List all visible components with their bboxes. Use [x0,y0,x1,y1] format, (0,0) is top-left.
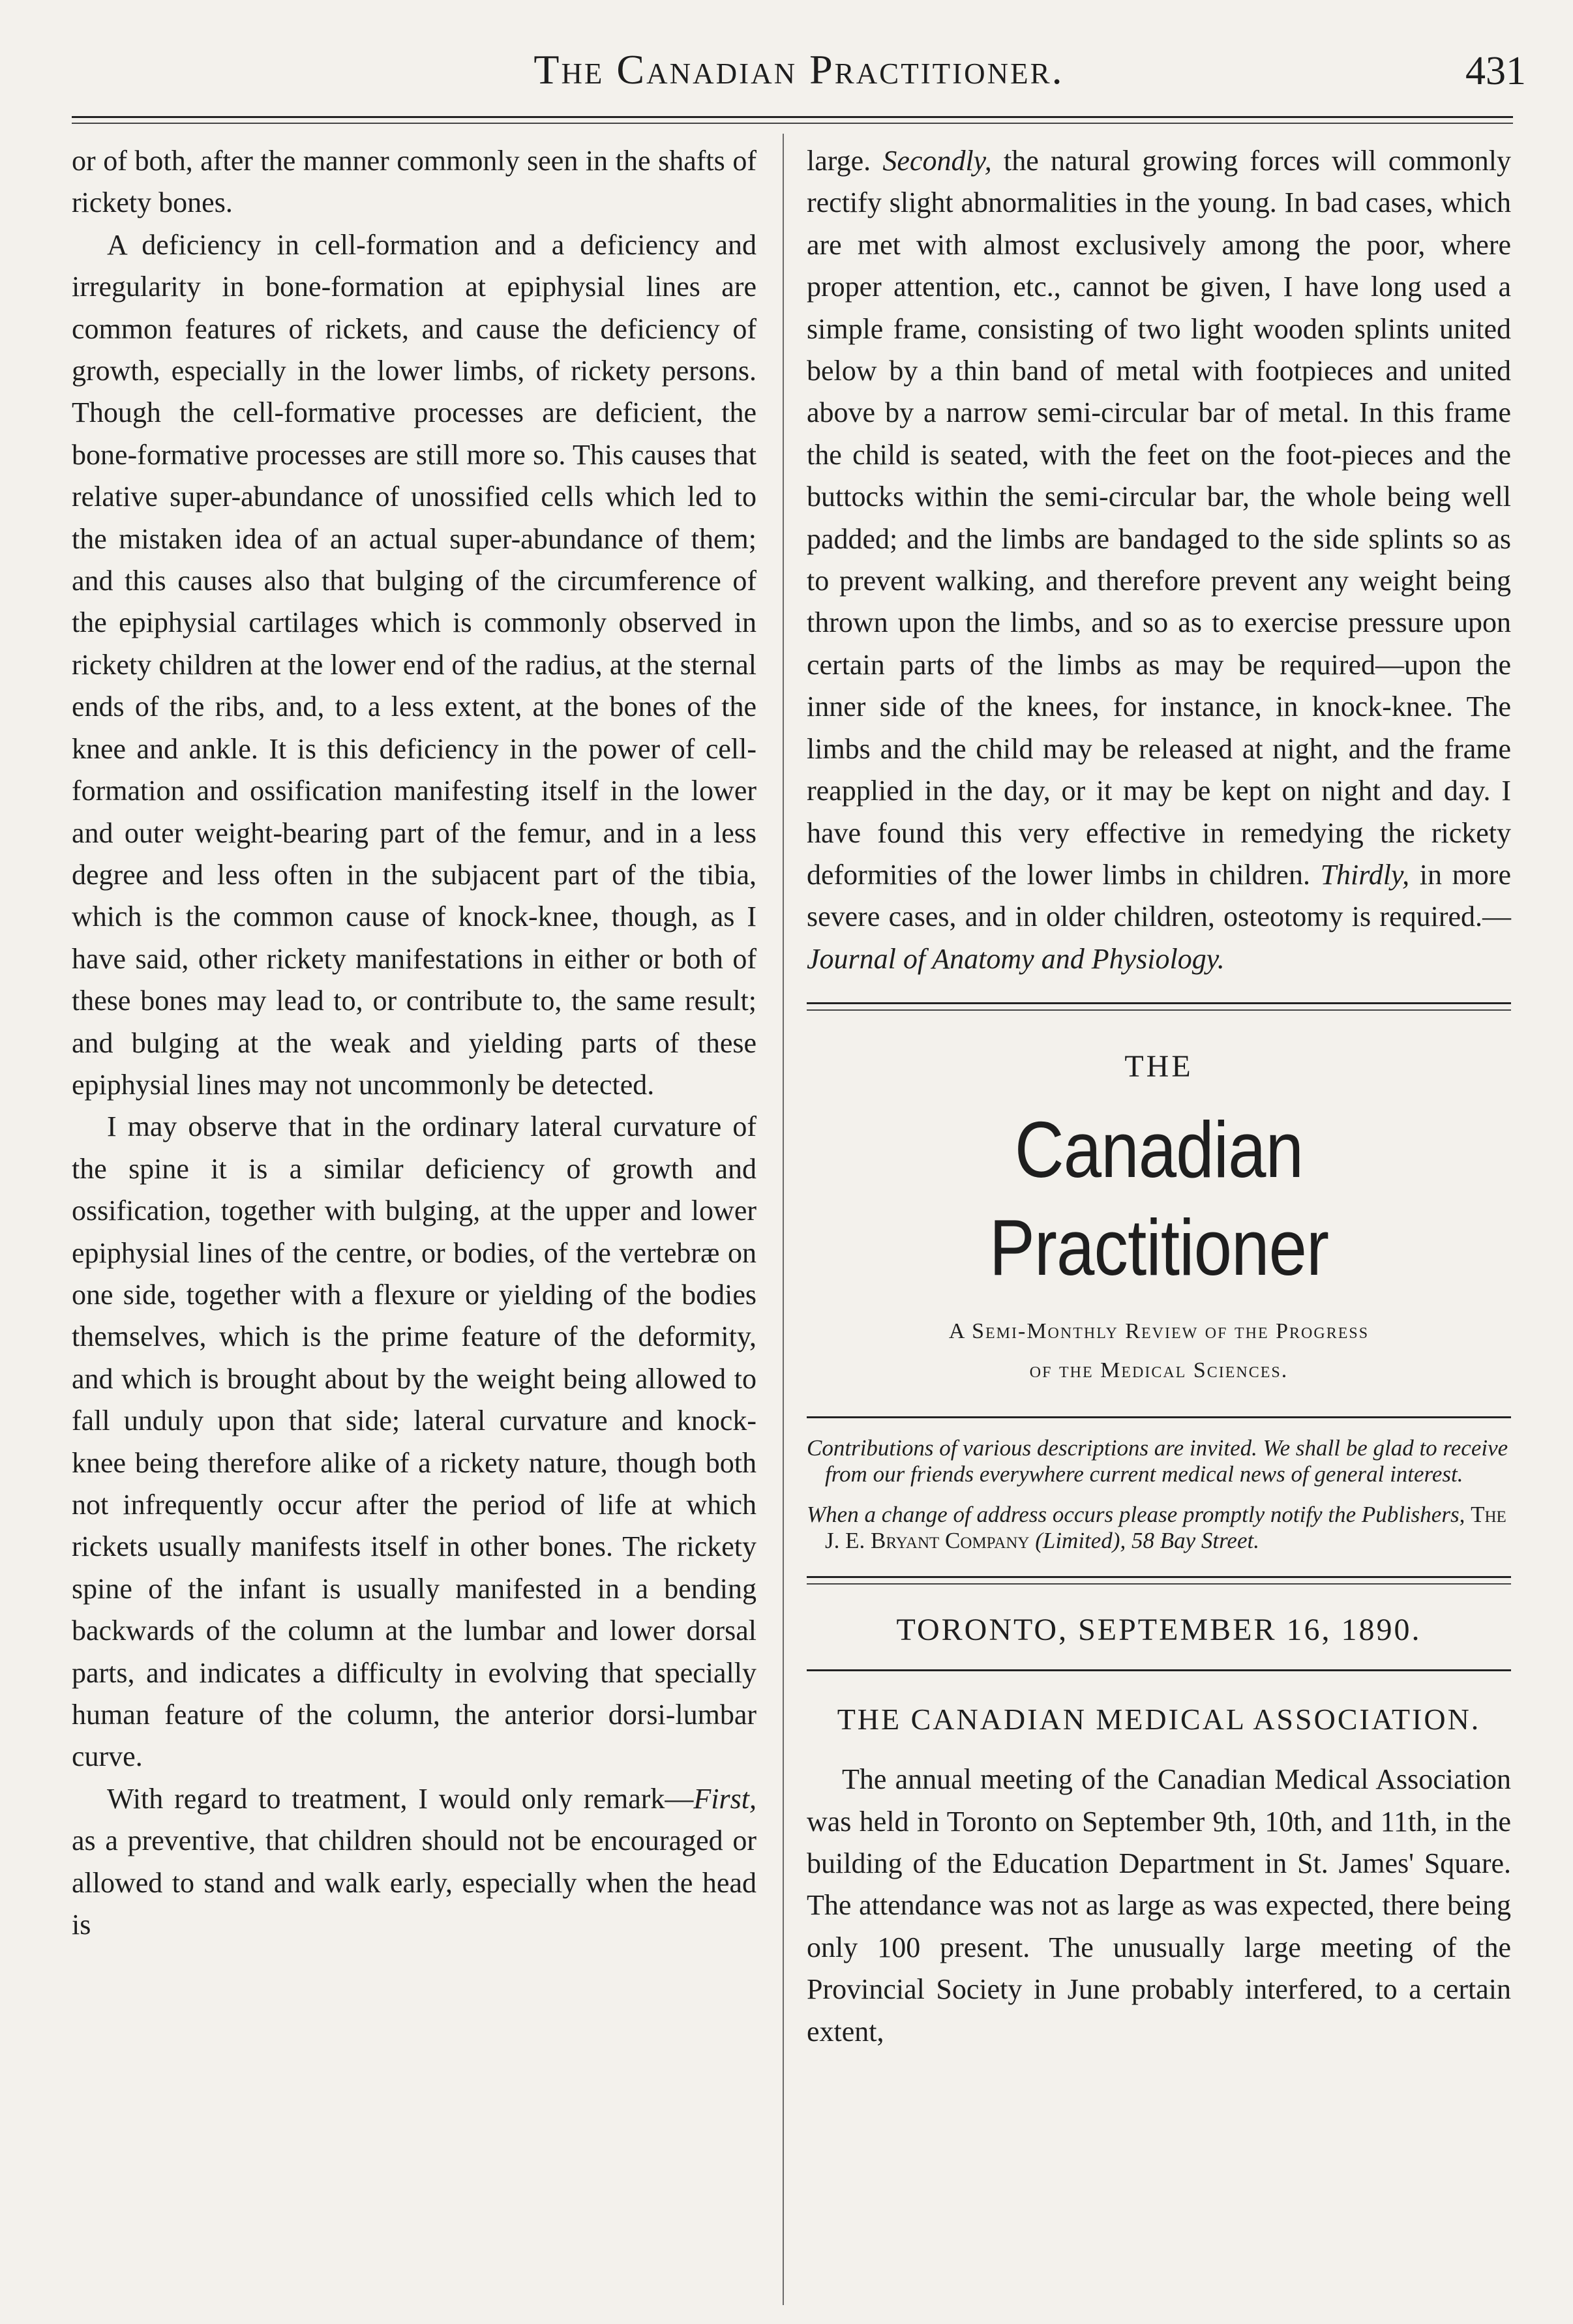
running-header-title: The Canadian Practitioner. [533,46,1064,93]
seg-large: large. [807,145,883,177]
paragraph-continuation: or of both, after the manner commonly seen in the shafts of rickety bones. [72,145,757,219]
paragraph-spine: I may observe that in the ordinary lateral curvature of the spine it is a similar deficiency of growth and ossification, together with bulging, at the upper and lower epiphysial lines of the centre, or bodies, of the vertebræ on one side, together with a flexure or yielding of the bodies themselves, which is the prime feature of the deformity, and which is brought about by the weight being allowed to fall unduly upon that side; lateral curvature and knock-knee being therefore alike of a rickety nature, though both not infrequently occur after the period of life at which rickets usually manifests itself in other bones. The rickety spine of the infant is usually manifested in a bending backwards of the column at the lumbar and lower dorsal parts, and indicates a difficulty in evolving that specially human feature of the column, the anterior dorsi-lumbar curve. [72,1110,757,1773]
dateline: TORONTO, SEPTEMBER 16, 1890. [896,1613,1422,1648]
notice-contributions: Contributions of various descriptions are invited. We shall be glad to receive from our friends everywhere current medical news of general interest. [807,1435,1508,1487]
header-rule-right-inner [1200,123,1513,124]
treatment-first-italic: First, [693,1782,757,1815]
header-rule-right [1200,116,1513,118]
header-rule-left-inner [72,123,1200,124]
publisher-name: The J. E. Bryant Company [825,1502,1506,1554]
paragraph-deficiency: A deficiency in cell-formation and a deficiency and irregularity in bone-formation at epiphysial lines are common features of rickets, and cause the deficiency of growth, especially in the lower limbs, of rickety persons. Though the cell-formative processes are deficient, the bone-formative processes are still more so. This causes that relative super-abundance of unossified cells which led to the mistaken idea of an actual super-abundance of them; and this causes also that bulging of the circumference of the epiphysial cartilages which is commonly observed in rickety children at the lower end of the radius, at the sternal ends of the ribs, and, to a less extent, at the bones of the knee and ankle. It is this deficiency in the power of cell-formation and ossification manifesting itself in the lower and outer weight-bearing part of the femur, and in a less degree and less often in the subjacent part of the tibia, which is the common cause of knock-knee, though, as I have said, other rickety manifestations in either or both of these bones may lead to, or contribute to, the same result; and bulging at the weak and yielding parts of these epiphysial lines may not uncommonly be detected. [72,228,757,1101]
section-heading: THE CANADIAN MEDICAL ASSOCIATION. [837,1703,1481,1736]
right-column [807,140,1511,2053]
page-number: 431 [1465,49,1526,93]
notice-address [807,1502,1511,1554]
paragraph-treatment-continued [807,140,1511,980]
rule-after-dateline [807,1669,1511,1671]
treatment-text-start: With regard to treatment, I would only remark— [107,1782,694,1815]
rule-before-notices [807,1416,1511,1418]
masthead-title: Canadian Practitioner [989,1105,1329,1292]
masthead-subtitle-line-2: of the Medical Sciences. [1029,1358,1289,1383]
masthead-the: THE [1124,1049,1193,1084]
journal-citation: Journal of Anatomy and Physiology. [807,942,1225,975]
rule-before-dateline [807,1576,1511,1585]
header-rule-left [72,116,1200,118]
seg-body: the natural growing forces will commonly rectify slight abnormalities in the young. In bad cases, which are met with almost exclusively among the poor, where proper attention, etc., cannot be given, I have long used a simple frame, consisting of two light wooden splints united below by a thin band of metal with footpieces and united above by a narrow semi-circular bar of metal. In this frame the child is seated, with the feet on the foot-pieces and the buttocks within the semi-circular bar, the whole being well padded; and the limbs are bandaged to the side splints so as to prevent walking, and therefore prevent any weight being thrown upon the limbs, and so as to exercise pressure upon certain parts of the limbs as may be required—upon the inner side of the knees, for instance, in knock-knee. The limbs and the child may be released at night, and the frame reapplied in the day, or it may be kept on night and day. I have found this very effective in remedying the rickety deformities of the lower limbs in children. [807,145,1511,891]
paragraph-association: The annual meeting of the Canadian Medical Association was held in Toronto on September 9th, 10th, and 11th, in the building of the Education Department in St. James' Square. The attendance was not as large as was expected, there being only 100 present. The unusually large meeting of the Provincial Society in June probably interfered, to a certain extent, [807,1763,1511,2048]
masthead-subtitle-line-1: A Semi-Monthly Review of the Progress [948,1319,1370,1344]
notice-address-end: (Limited), 58 Bay Street. [1029,1528,1259,1554]
notice-address-start: When a change of address occurs please promptly notify the Publishers, [807,1502,1471,1528]
paragraph-treatment [72,1778,757,1946]
seg-thirdly: Thirdly, [1320,858,1410,891]
running-header [72,39,1526,111]
column-divider [783,134,784,2305]
seg-secondly: Secondly, [882,145,992,177]
left-column [72,140,757,1946]
rule-before-masthead [807,1002,1511,1011]
seg-osteotomy: in more severe cases, and in older children, osteotomy is required.— [807,858,1511,933]
treatment-text-end: as a preventive, that children should not be encouraged or allowed to stand and walk early, especially when the head is [72,1825,757,1941]
